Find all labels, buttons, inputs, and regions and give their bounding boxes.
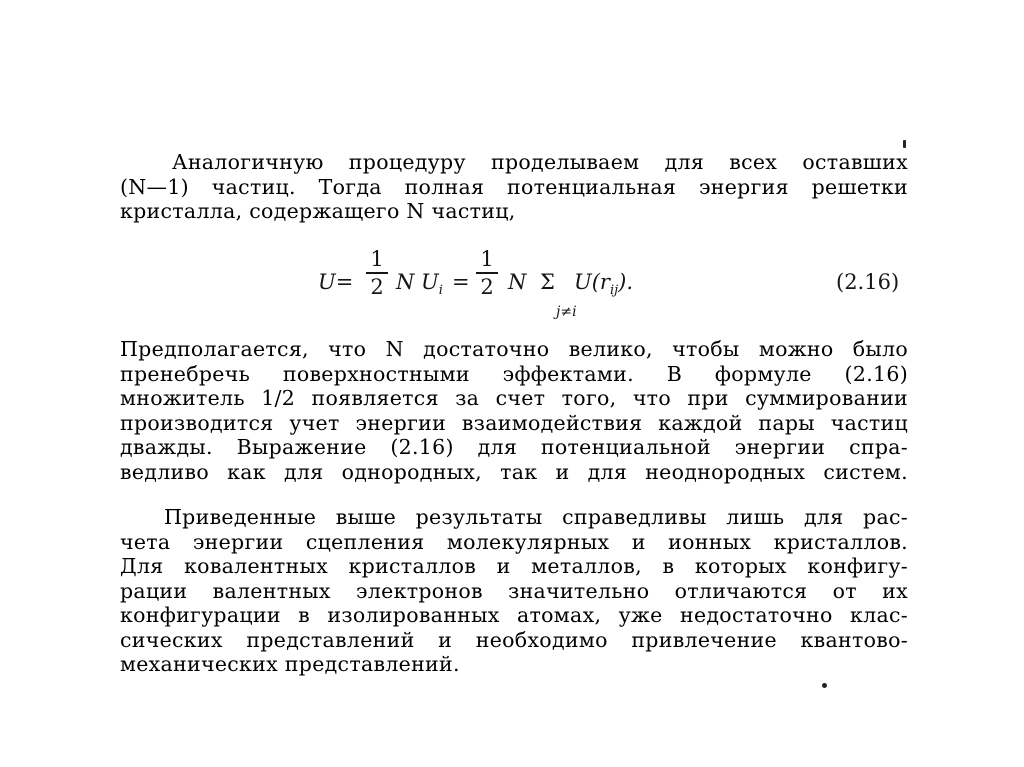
term-text: N U [396,270,439,294]
formula-term-n-ui [396,270,443,298]
formula-term-u-rij [574,270,633,298]
fraction-one-half [366,248,388,298]
fraction-numerator: 1 [480,247,494,271]
fraction-bar [366,272,388,274]
paragraph-3 [120,505,908,677]
summation-limit: j≠i [556,304,577,320]
text-line: чета энергии сцепления молекулярных и ионных кристаллов. [120,529,908,554]
formula-term-n: N [508,270,527,294]
text-line: пренебречь поверхностными эффектами. В формуле (2.16) [120,361,908,386]
fraction-denominator: 2 [370,275,384,299]
equation-2-16 [318,248,918,328]
text-line: Предполагается, что N достаточно велико, чтобы можно было [120,337,908,361]
text-line: конфигурации в изолированных атомах, уже недостаточно клас- [120,603,908,627]
term-close: ). [618,270,634,294]
term-text: U(r [574,270,610,294]
text-line: рации валентных электронов значительно отличаются от их [120,578,908,603]
paragraph-2 [120,337,908,484]
text-line: Аналогичную процедуру проделываем для всех оставших [172,150,908,174]
text-line: производится учет энергии взаимодействия каждой пары частиц [120,410,908,435]
summation-sign: Σ [540,270,555,294]
text-line: кристалла, содержащего N частиц, [120,199,516,223]
print-speck [822,683,827,688]
text-line: (N—1) частиц. Тогда полная потенциальная энергия решетки [120,174,908,199]
fraction-bar [476,272,498,274]
fraction-denominator: 2 [480,275,494,299]
text-line: механических представлений. [120,652,460,676]
text-line: дважды. Выражение (2.16) для потенциальной энергии спра- [120,435,908,459]
text-line: ведливо как для однородных, так и для неоднородных систем. [120,459,908,484]
text-line: сических представлений и необходимо привлечение квантово- [120,627,908,652]
equation-number: (2.16) [836,270,900,294]
print-speck [903,140,906,148]
text-line: Для ковалентных кристаллов и металлов, в которых конфигу- [120,554,908,578]
term-subscript: ij [609,283,619,299]
text-line: Приведенные выше результаты справедливы лишь для рас- [164,505,908,529]
text-line: множитель 1/2 появляется за счет того, что при суммировании [120,386,908,410]
intro-paragraph [120,150,908,224]
fraction-one-half-2 [476,248,498,298]
formula-lhs: U= [318,270,354,294]
formula-equals: = [452,270,470,294]
fraction-numerator: 1 [370,247,384,271]
term-subscript: i [438,283,443,299]
